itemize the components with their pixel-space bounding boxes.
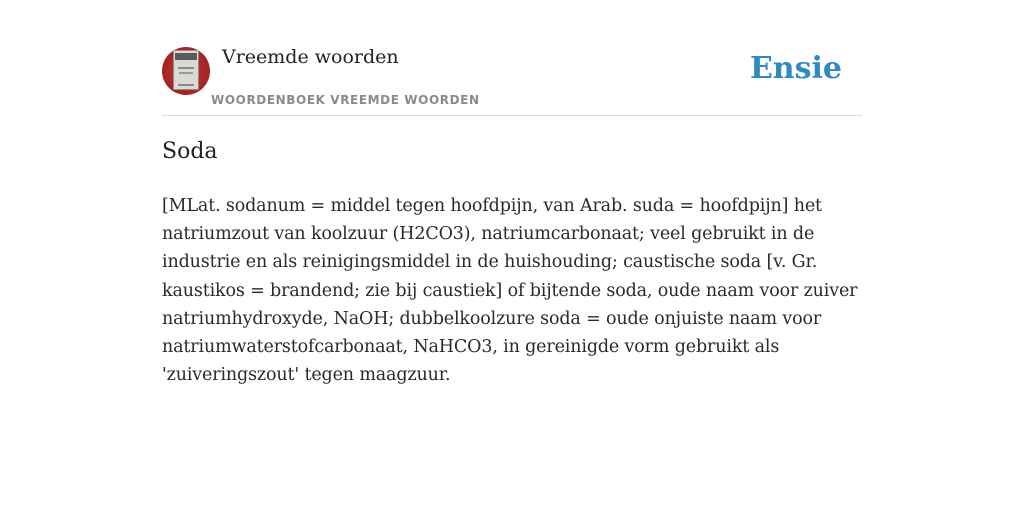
entry-title: Soda (162, 139, 218, 164)
book-cover-icon (173, 50, 199, 90)
book-text-line (178, 84, 194, 86)
dictionary-subtitle: WOORDENBOEK VREEMDE WOORDEN (211, 93, 480, 107)
ensie-logo-link[interactable]: Ensie (749, 51, 842, 86)
dictionary-title-link[interactable]: Vreemde woorden (222, 46, 399, 68)
page-header (162, 44, 862, 116)
book-title-band (175, 53, 197, 60)
book-text-line (178, 67, 194, 69)
dictionary-avatar[interactable] (162, 47, 210, 95)
entry-definition: [MLat. sodanum = middel tegen hoofdpijn, van Arab. suda = hoofdpijn] het natriumzout van koolzuur (H2CO3), natriumcarbonaat; veel gebruikt in de industrie en als reinigingsmiddel in de huishouding; caustische soda [v. Gr. kaustikos = brandend; zie bij caustiek] of bijtende soda, oude naam voor zuiver natriumhydroxyde, NaOH; dubbelkoolzure soda = oude onjuiste naam voor natriumwaterstofcarbonaat, NaHCO3, in gereinigde vorm gebruikt als 'zuiveringszout' tegen maagzuur. (162, 196, 858, 386)
book-text-line (179, 72, 193, 74)
